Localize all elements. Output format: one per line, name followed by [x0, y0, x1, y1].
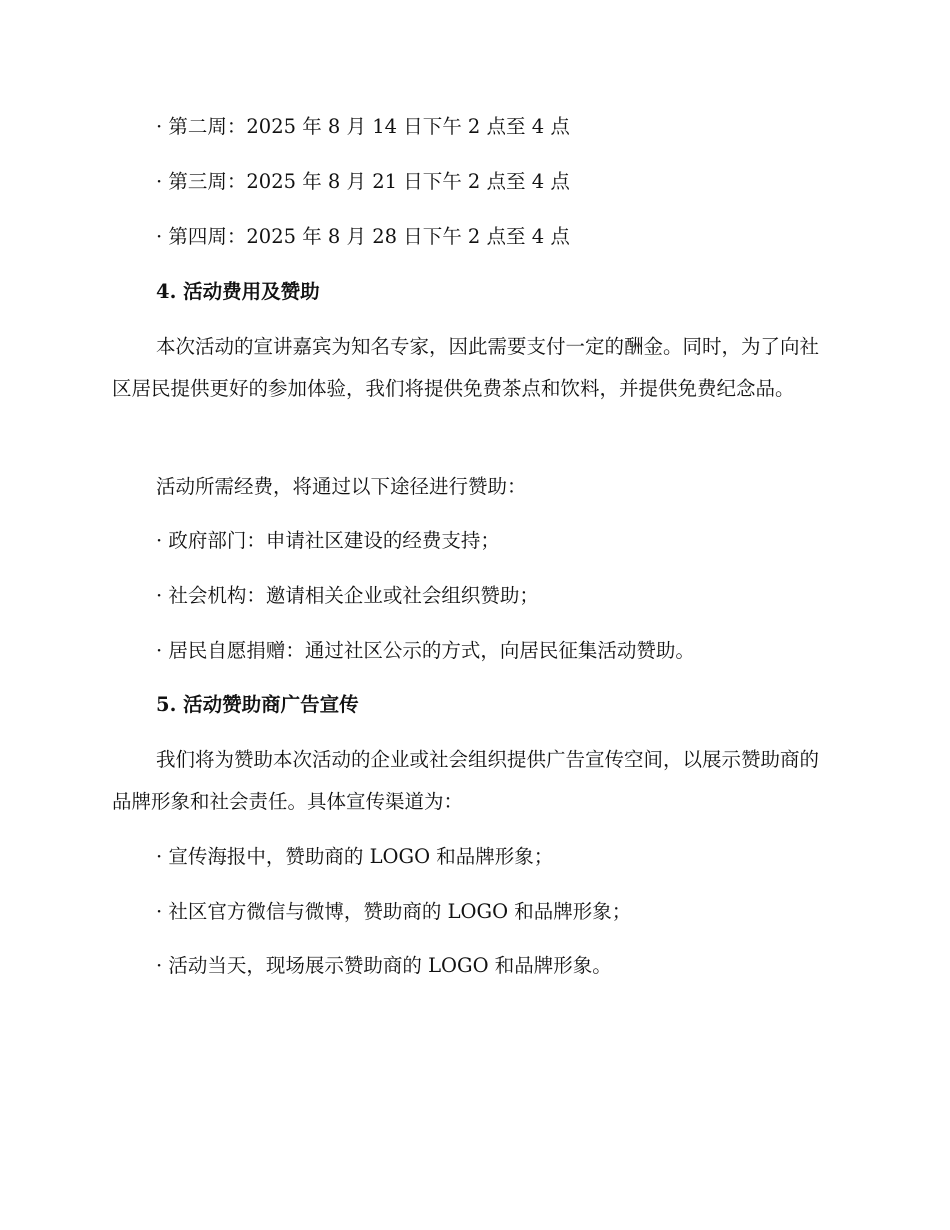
- section-heading-5: 5. 活动赞助商广告宣传: [156, 693, 359, 716]
- schedule-item-week2: · 第二周：2025 年 8 月 14 日下午 2 点至 4 点: [156, 115, 570, 138]
- ad-channel-onsite: · 活动当天，现场展示赞助商的 LOGO 和品牌形象。: [156, 954, 612, 977]
- ad-channel-social-media: · 社区官方微信与微博，赞助商的 LOGO 和品牌形象；: [156, 900, 632, 923]
- schedule-item-week3: · 第三周：2025 年 8 月 21 日下午 2 点至 4 点: [156, 170, 570, 193]
- ad-channel-poster: · 宣传海报中，赞助商的 LOGO 和品牌形象；: [156, 845, 554, 868]
- sponsor-source-residents: · 居民自愿捐赠：通过社区公示的方式，向居民征集活动赞助。: [156, 639, 695, 662]
- sponsor-source-organizations: · 社会机构：邀请相关企业或社会组织赞助；: [156, 584, 539, 607]
- sponsor-source-government: · 政府部门：申请社区建设的经费支持；: [156, 529, 500, 552]
- section-heading-4: 4. 活动费用及赞助: [156, 280, 320, 303]
- section5-paragraph: 我们将为赞助本次活动的企业或社会组织提供广告宣传空间，以展示赞助商的品牌形象和社会责任。具体宣传渠道为：: [112, 748, 820, 813]
- section4-paragraph-2: 活动所需经费，将通过以下途径进行赞助：: [156, 475, 527, 498]
- schedule-item-week4: · 第四周：2025 年 8 月 28 日下午 2 点至 4 点: [156, 225, 570, 248]
- section4-paragraph-1: 本次活动的宣讲嘉宾为知名专家，因此需要支付一定的酬金。同时，为了向社区居民提供更好的参加体验，我们将提供免费茶点和饮料，并提供免费纪念品。: [112, 335, 820, 400]
